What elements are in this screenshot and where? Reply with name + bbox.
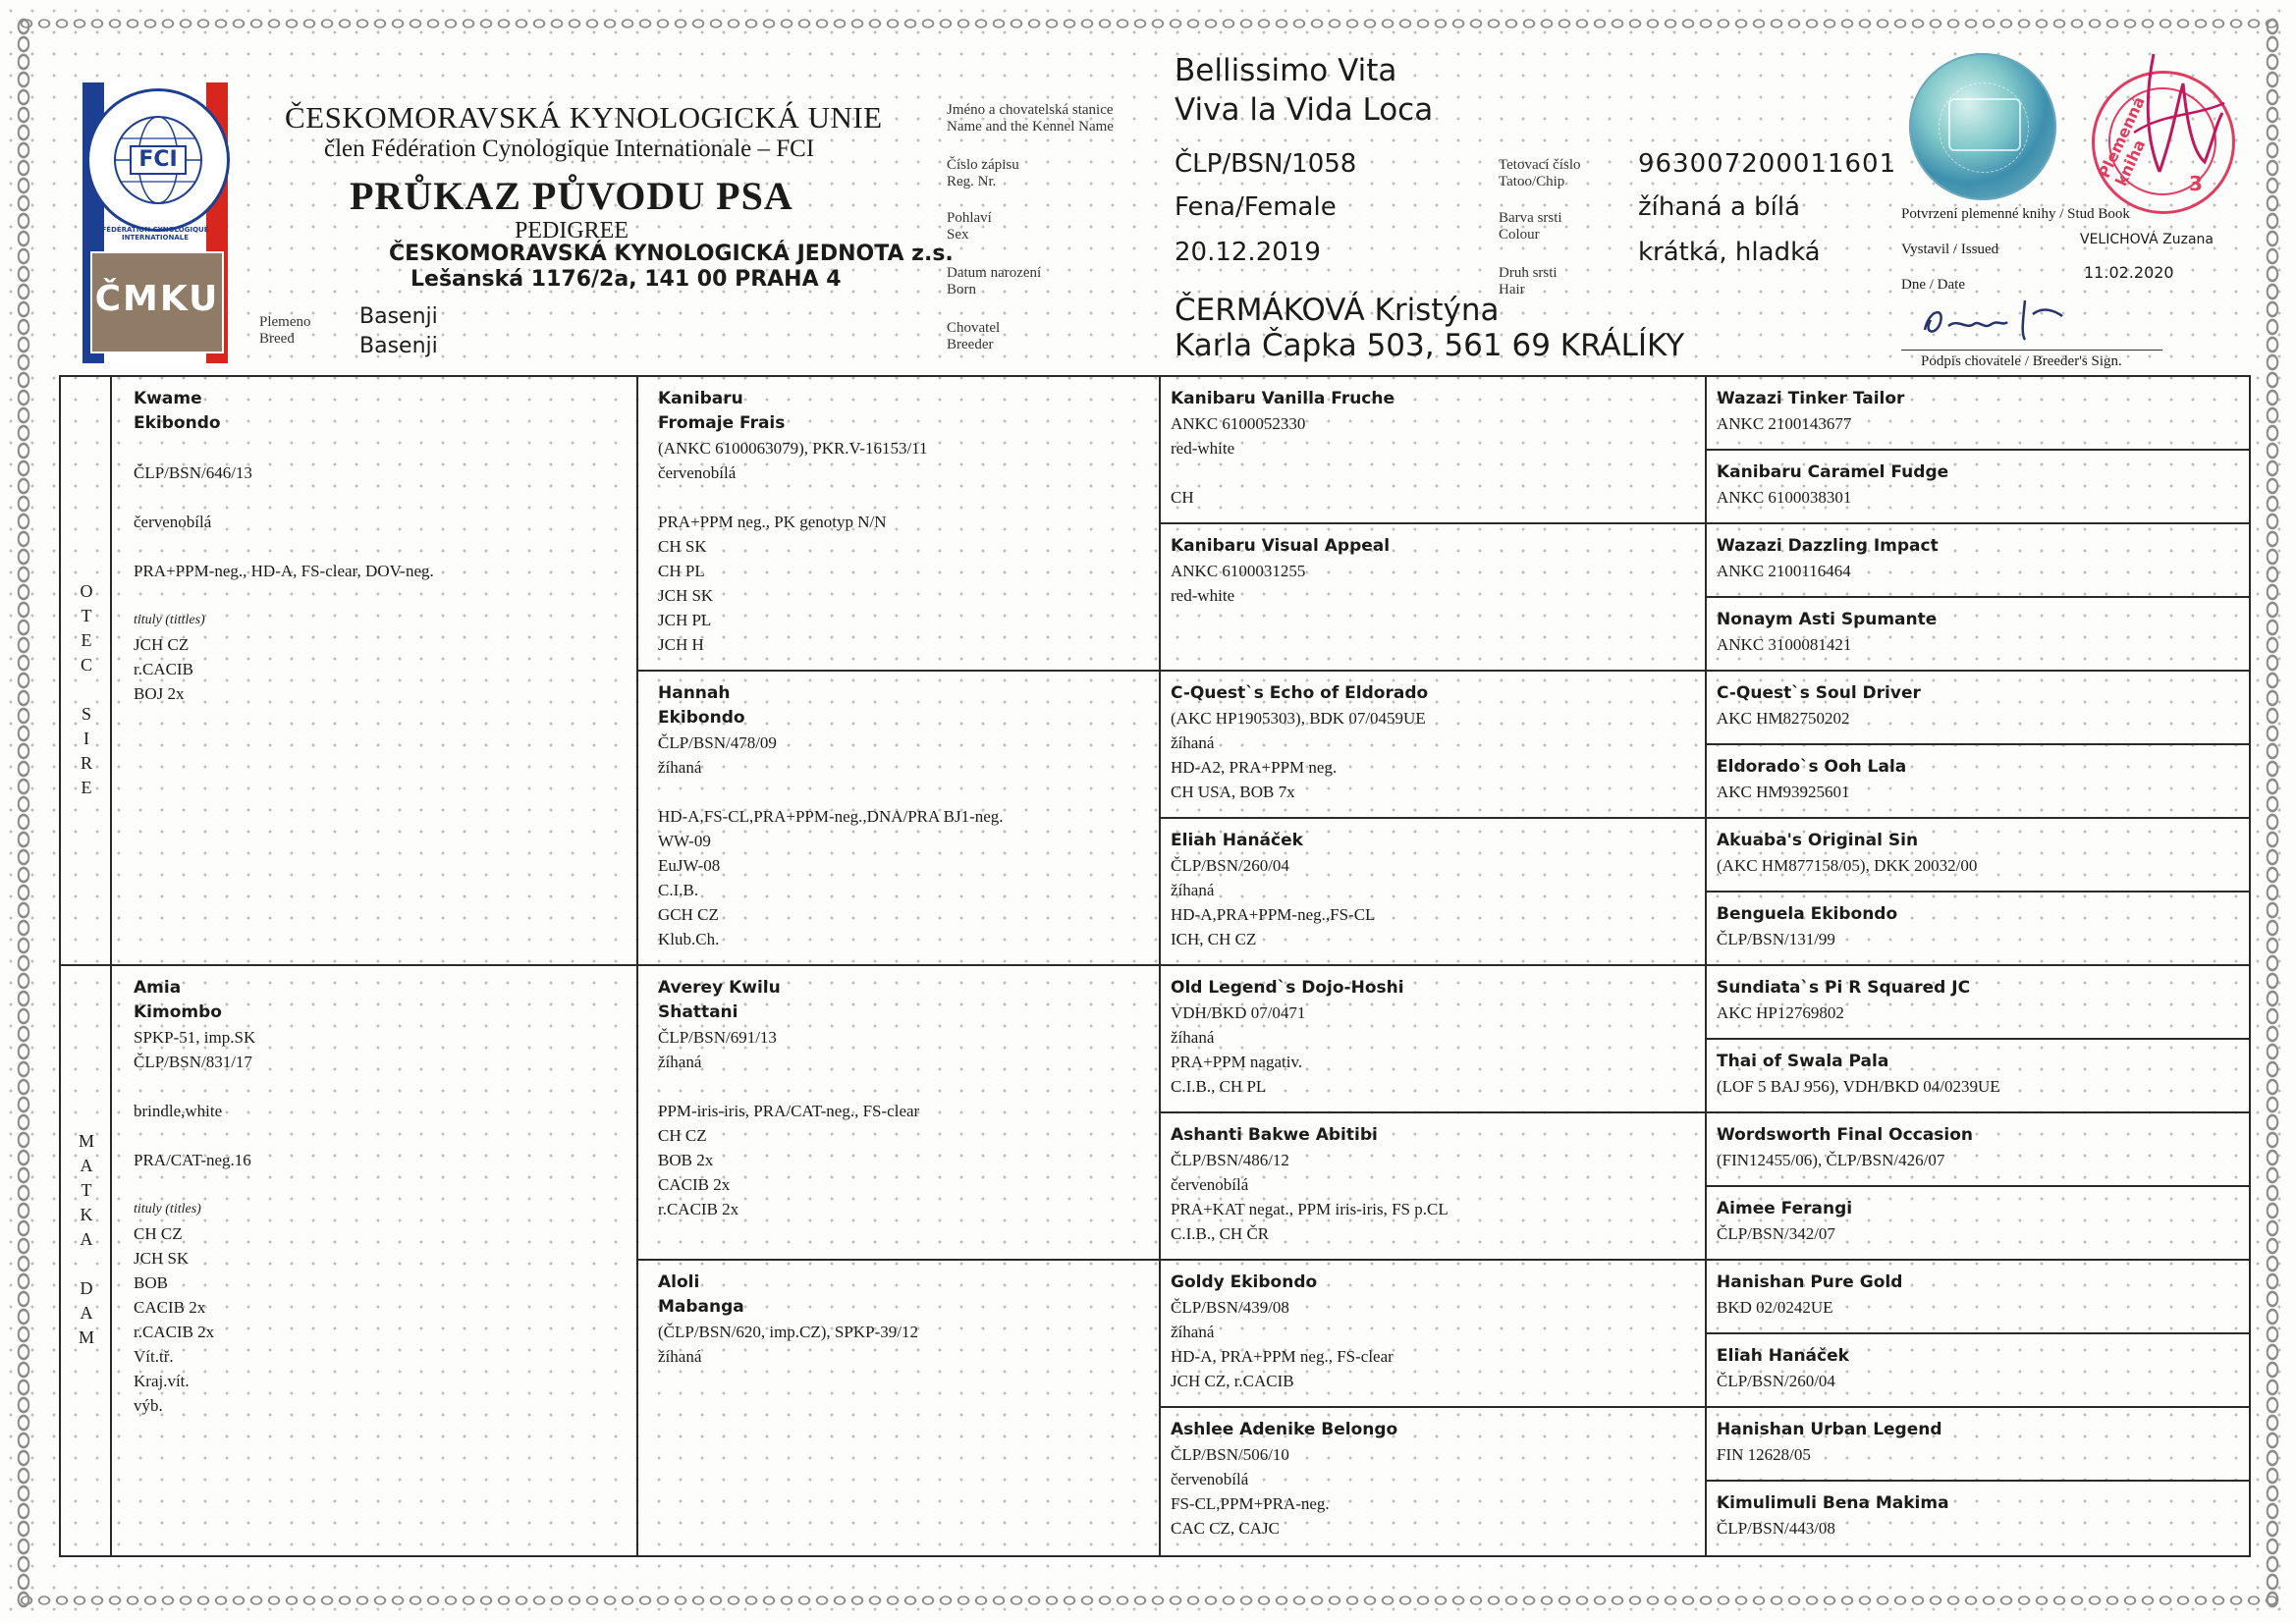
breed-value-en: Basenji [359,334,438,358]
sire-dam-cell [658,681,1149,960]
signature-label: Podpis chovatele / Breeder's Sign. [1921,353,2122,369]
born-label-en: Born [947,282,976,298]
gen3-cell-7 [1171,1271,1697,1404]
name-label [947,102,1114,135]
info-line: ČLP/BSN/260/04 [1717,1372,1835,1390]
dog-name: Fromaje Frais [658,413,786,433]
titles-heading: tituly (titles) [134,1202,201,1217]
info-line: (FIN12455/06), ČLP/BSN/426/07 [1717,1151,1945,1169]
blank-line [134,534,625,559]
cmku-logo-text: ČMKU [94,279,220,319]
blank-line [134,436,625,460]
jednota-address: Lešanská 1176/2a, 141 00 PRAHA 4 [410,267,842,292]
info-line: PPM-iris-iris, PRA/CAT-neg., FS-clear [658,1102,920,1120]
dog-name: Averey Kwilu [658,978,781,998]
fci-member: člen Fédération Cynologique Internationale – FCI [324,135,815,162]
side-letter: M [78,1327,94,1347]
info-line: žíhaná [1171,733,1215,752]
dam-cell [134,976,625,1545]
gen4-cell-5 [1717,681,2237,744]
info-line: Klub.Ch. [658,930,720,948]
gen4-cell-8 [1717,902,2237,965]
breeder-label-en: Breeder [947,337,994,352]
gen3-cell-6 [1171,1123,1697,1257]
breed-label-cz: Plemeno [259,314,311,330]
gen4-cell-2 [1717,460,2237,523]
fci-ring-text: FÉDÉRATION CYNOLOGIQUE INTERNATIONALE [101,226,209,242]
side-letter: A [80,1156,93,1175]
sex-label [947,210,992,243]
info-line: AKC HP12769802 [1717,1003,1844,1022]
info-line: CACIB 2x [658,1175,731,1194]
reg-label-cz: Číslo zápisu [947,157,1019,173]
info-line: ČLP/BSN/478/09 [658,733,777,752]
gen4-cell-3 [1717,534,2237,597]
info-line: (LOF 5 BAJ 956), VDH/BKD 04/0239UE [1717,1077,2000,1096]
sex-label-cz: Pohlaví [947,210,992,226]
decorative-border-top [18,16,2278,31]
gen4-cell-11 [1717,1123,2237,1186]
info-line: brindle,white [134,1102,223,1120]
blank-line [1171,460,1697,485]
side-letter: K [80,1205,93,1224]
info-line: ČLP/BSN/342/07 [1717,1224,1835,1243]
studbook-stamp [2092,71,2235,214]
side-letter [77,1252,96,1276]
gen3-cell-1 [1171,387,1697,520]
dog-name: Sundiata`s Pi R Squared JC [1717,978,1971,998]
info-line: JCH CZ, r.CACIB [1171,1372,1294,1390]
dog-name: Aimee Ferangi [1717,1199,1853,1218]
info-line: PRA+PPM-neg., HD-A, FS-clear, DOV-neg. [134,562,434,580]
info-line: ČLP/BSN/131/99 [1717,930,1835,948]
breed-label-en: Breed [259,331,295,347]
info-line: Kraj.vít. [134,1372,190,1390]
hair-label-cz: Druh srsti [1499,265,1558,281]
decorative-border-left [16,18,31,1608]
dog-name: Old Legend`s Dojo-Hoshi [1171,978,1404,998]
info-line: Vít.tř. [134,1347,174,1366]
side-letter: O [80,581,93,601]
info-line: (AKC HP1905303), BDK 07/0459UE [1171,709,1426,728]
dog-sex: Fena/Female [1175,192,1337,222]
breed-label [259,314,311,348]
info-line: CH USA, BOB 7x [1171,783,1295,801]
info-line: PRA+KAT negat., PPM iris-iris, FS p.CL [1171,1200,1449,1218]
blank-line [658,780,1149,804]
info-line: JCH SK [658,586,714,605]
info-line: CH [1171,488,1194,507]
sire-cell [134,387,625,956]
gen4-cell-9 [1717,976,2237,1039]
info-line: (ANKC 6100063079), PKR.V-16153/11 [658,439,928,458]
info-line: r.CACIB 2x [658,1200,739,1218]
breeder-name: ČERMÁKOVÁ Kristýna [1175,293,1500,328]
breeder-signature [1915,291,2082,350]
info-line: žíhaná [658,1347,702,1366]
dog-hair: krátká, hladká [1638,238,1821,267]
info-line: WW-09 [658,832,711,850]
dog-name: Hanishan Pure Gold [1717,1272,1903,1292]
dog-name: Ekibondo [134,413,221,433]
name-label-en: Name and the Kennel Name [947,119,1114,135]
cmku-logo [90,251,224,353]
side-letter: I [83,729,89,748]
info-line: JCH SK [134,1249,190,1268]
name-label-cz: Jméno a chovatelská stanice [947,102,1114,118]
stamp-number: 3 [2189,172,2203,195]
info-line: PRA+PPM neg., PK genotyp N/N [658,513,887,531]
born-label-cz: Datum narození [947,265,1042,281]
sire-side-label [77,579,96,800]
info-line: žíhaná [1171,1028,1215,1047]
dog-name: Wordsworth Final Occasion [1717,1125,1973,1145]
signature-line [1901,350,2162,351]
side-letter: E [81,778,92,797]
info-line: red-white [1171,439,1235,458]
blank-line [658,1074,1149,1099]
info-line: červenobílá [1171,1470,1249,1488]
info-line: ČLP/BSN/831/17 [134,1053,252,1071]
info-line: žíhaná [1171,1323,1215,1341]
dog-name: Wazazi Tinker Tailor [1717,389,1905,408]
info-line: JCH PL [658,611,712,629]
date-label: Dne / Date [1901,277,1965,293]
info-line: JCH CZ [134,635,190,654]
info-line: ČLP/BSN/443/08 [1717,1519,1835,1538]
info-line: (AKC HM877158/05), DKK 20032/00 [1717,856,1978,875]
dog-name: Hanishan Urban Legend [1717,1420,1942,1439]
side-letter: A [80,1229,93,1249]
gen4-cell-4 [1717,608,2237,671]
dog-name: Kimulimuli Bena Makima [1717,1493,1949,1513]
side-letter: M [78,1131,94,1151]
info-line: žíhaná [658,1053,702,1071]
document-title: PRŮKAZ PŮVODU PSA [350,174,793,218]
chip-label-en: Tatoo/Chip [1499,174,1565,189]
info-line: VDH/BKD 07/0471 [1171,1003,1306,1022]
info-line: (ČLP/BSN/620, imp.CZ), SPKP-39/12 [658,1323,918,1341]
info-line: HD-A,PRA+PPM-neg.,FS-CL [1171,905,1376,924]
dog-reg-number: ČLP/BSN/1058 [1175,149,1357,179]
gen4-cell-16 [1717,1491,2237,1554]
breeder-label-cz: Chovatel [947,320,1001,336]
org-name: ČESKOMORAVSKÁ KYNOLOGICKÁ UNIE [285,100,883,135]
hair-label [1499,265,1558,298]
info-line: CH PL [658,562,705,580]
info-line: r.CACIB 2x [134,1323,215,1341]
side-letter: T [81,606,92,625]
reg-label [947,157,1019,190]
info-line: ICH, CH CZ [1171,930,1257,948]
info-line: PRA/CAT-neg.16 [134,1151,251,1169]
dog-born: 20.12.2019 [1175,238,1321,267]
reg-label-en: Reg. Nr. [947,174,997,189]
info-line: červenobílá [1171,1175,1249,1194]
info-line: ANKC 6100038301 [1717,488,1852,507]
decorative-border-right [2265,18,2280,1608]
info-line: ANKC 3100081421 [1717,635,1852,654]
dog-name: Kanibaru [658,389,743,408]
dog-name-line2: Viva la Vida Loca [1175,92,1434,128]
blank-line [658,485,1149,510]
info-line: ANKC 2100143677 [1717,414,1852,433]
gen3-cell-3 [1171,681,1697,815]
info-line: C.I.B. [658,881,699,899]
info-line: red-white [1171,586,1235,605]
blank-line [134,1172,625,1197]
hair-label-en: Hair [1499,282,1525,298]
gen4-cell-1 [1717,387,2237,450]
colour-label [1499,210,1562,243]
info-line: GCH CZ [658,905,719,924]
dog-name: Akuaba's Original Sin [1717,831,1919,850]
fci-cmku-logo [82,82,228,363]
info-line: červenobílá [134,513,212,531]
breeder-label [947,320,1000,353]
blank-line [134,583,625,608]
gen3-cell-4 [1171,829,1697,962]
info-line: HD-A,FS-CL,PRA+PPM-neg.,DNA/PRA BJ1-neg. [658,807,1004,826]
side-letter [77,677,96,702]
breeder-address: Karla Čapka 503, 561 69 KRÁLÍKY [1175,328,1685,363]
dog-name: Benguela Ekibondo [1717,904,1898,924]
info-line: CH CZ [134,1224,183,1243]
dog-name: Kimombo [134,1002,222,1022]
dog-name: Eliah Hanáček [1717,1346,1849,1366]
dog-name: Eliah Hanáček [1171,831,1303,850]
info-line: HD-A, PRA+PPM neg., FS-clear [1171,1347,1394,1366]
info-line: BOJ 2x [134,684,185,703]
info-line: ANKC 2100116464 [1717,562,1851,580]
dog-name: Kanibaru Vanilla Fruche [1171,389,1395,408]
dog-name: Hannah [658,683,731,703]
stamp-signature [2114,44,2232,191]
info-line: CAC CZ, CAJC [1171,1519,1280,1538]
info-line: FIN 12628/05 [1717,1445,1811,1464]
gen4-cell-13 [1717,1271,2237,1333]
gen4-cell-10 [1717,1050,2237,1112]
dog-name: Ekibondo [658,708,745,728]
info-line: JCH H [658,635,704,654]
gen4-cell-15 [1717,1418,2237,1481]
info-line: BKD 02/0242UE [1717,1298,1833,1317]
info-line: ČLP/BSN/691/13 [658,1028,777,1047]
info-line: r.CACIB [134,660,193,678]
info-line: ANKC 6100052330 [1171,414,1306,433]
blank-line [134,1074,625,1099]
gen3-cell-5 [1171,976,1697,1109]
breed-value-cz: Basenji [359,304,438,329]
dog-name: C-Quest`s Echo of Eldorado [1171,683,1429,703]
info-line: CH CZ [658,1126,707,1145]
gen4-cell-6 [1717,755,2237,818]
info-line: červenobílá [658,463,737,482]
dog-name: Ashanti Bakwe Abitibi [1171,1125,1378,1145]
studbook-label: Potvrzení plemenné knihy / Stud Book [1901,206,2130,222]
fci-emblem [86,88,230,232]
info-line: BOB [134,1273,168,1292]
chip-label [1499,157,1581,190]
gen3-cell-8 [1171,1418,1697,1551]
dog-name: Kanibaru Caramel Fudge [1717,462,1949,482]
jednota-name: ČESKOMORAVSKÁ KYNOLOGICKÁ JEDNOTA z.s. [389,242,954,266]
decorative-border-bottom [18,1593,2278,1608]
hologram-seal [1909,53,2056,200]
dog-name: Kwame [134,389,202,408]
info-line: ČLP/BSN/646/13 [134,463,252,482]
dog-name: Goldy Ekibondo [1171,1272,1318,1292]
blank-line [134,1123,625,1148]
dog-name-line1: Bellissimo Vita [1175,53,1397,88]
info-line: žíhaná [1171,881,1215,899]
colour-label-en: Colour [1499,227,1540,243]
dog-name: Amia [134,978,182,998]
info-line: FS-CL,PPM+PRA-neg. [1171,1494,1330,1513]
issued-label: Vystavil / Issued [1901,242,1999,257]
fci-logo-text: FCI [138,147,178,172]
info-line: ČLP/BSN/260/04 [1171,856,1289,875]
info-line: ANKC 6100031255 [1171,562,1306,580]
dog-name: C-Quest`s Soul Driver [1717,683,1921,703]
side-letter: R [80,753,92,773]
side-letter: A [80,1303,93,1323]
info-line: AKC HM93925601 [1717,783,1850,801]
info-line: CACIB 2x [134,1298,206,1317]
dog-name: Wazazi Dazzling Impact [1717,536,1939,556]
info-line: SPKP-51, imp.SK [134,1028,256,1047]
side-letter: S [81,704,91,724]
side-letter: C [80,655,92,675]
info-line: ČLP/BSN/439/08 [1171,1298,1289,1317]
info-line: PRA+PPM nagativ. [1171,1053,1303,1071]
info-line: ČLP/BSN/506/10 [1171,1445,1289,1464]
dog-name: Aloli [658,1272,700,1292]
info-line: CH SK [658,537,707,556]
info-line: C.I.B., CH PL [1171,1077,1267,1096]
gen4-cell-12 [1717,1197,2237,1260]
stamp-text: Plemenná kniha [2094,93,2150,189]
sex-label-en: Sex [947,227,969,243]
titles-heading: tituly (tittles) [134,613,205,627]
info-line: EuJW-08 [658,856,721,875]
side-letter: T [81,1180,92,1200]
info-line: C.I.B., CH ČR [1171,1224,1270,1243]
dog-name: Shattani [658,1002,738,1022]
sire-sire-cell [658,387,1149,666]
issued-by: VELICHOVÁ Zuzana [2080,232,2214,247]
blank-line [134,485,625,510]
info-line: AKC HM82750202 [1717,709,1850,728]
born-label [947,265,1041,298]
pedigree-label: PEDIGREE [515,218,629,243]
dam-dam-cell [658,1271,1149,1549]
dam-side-label [77,1129,96,1350]
dog-name: Thai of Swala Pala [1717,1052,1889,1071]
dog-chip: 963007200011601 [1638,149,1897,179]
gen3-cell-2 [1171,534,1697,668]
side-letter: D [80,1278,93,1298]
colour-label-cz: Barva srsti [1499,210,1562,226]
dog-name: Nonaym Asti Spumante [1717,610,1938,629]
dam-sire-cell [658,976,1149,1255]
gen4-cell-14 [1717,1344,2237,1407]
info-line: BOB 2x [658,1151,714,1169]
dog-name: Mabanga [658,1297,744,1317]
info-line: ČLP/BSN/486/12 [1171,1151,1289,1169]
dog-name: Eldorado`s Ooh Lala [1717,757,1907,777]
dog-colour: žíhaná a bílá [1638,192,1801,222]
info-line: žíhaná [658,758,702,777]
side-letter: E [81,630,92,650]
dog-name: Ashlee Adenike Belongo [1171,1420,1398,1439]
gen4-cell-7 [1717,829,2237,892]
info-line: výb. [134,1396,163,1415]
chip-label-cz: Tetovací číslo [1499,157,1581,173]
issued-date: 11.02.2020 [2084,263,2174,282]
dog-name: Kanibaru Visual Appeal [1171,536,1391,556]
info-line: HD-A2, PRA+PPM neg. [1171,758,1338,777]
